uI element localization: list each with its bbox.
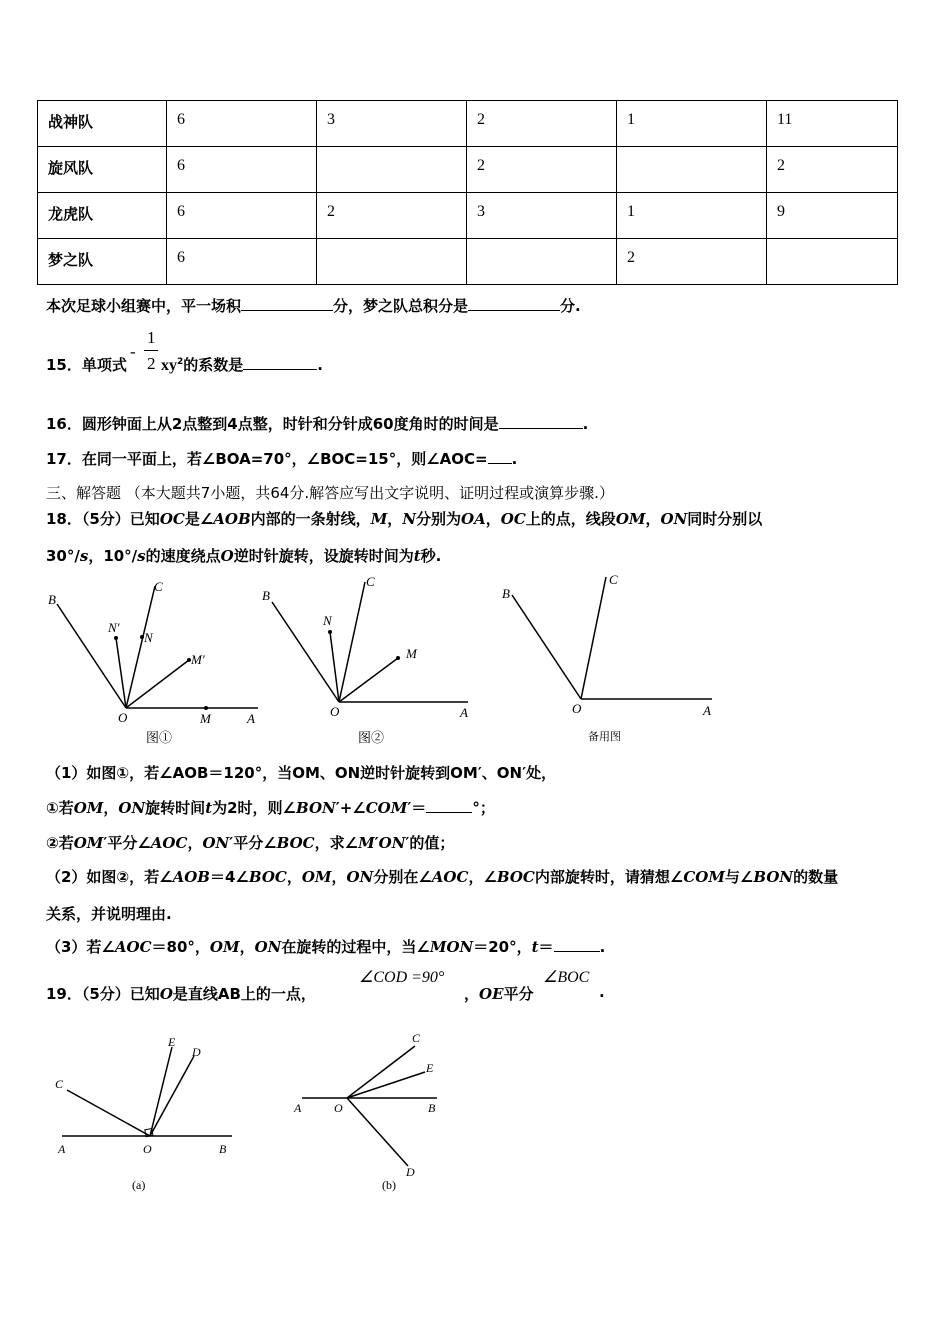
- label-e: E: [168, 1035, 176, 1049]
- q18-text: °；: [472, 799, 495, 817]
- q18-math: ON: [202, 834, 230, 852]
- q18-math: BOC: [276, 834, 315, 852]
- q19-text: 平分: [503, 985, 534, 1003]
- label-d: D: [406, 1165, 415, 1179]
- label-a: A: [460, 705, 468, 720]
- table-row: [38, 239, 898, 285]
- label-b: B: [48, 592, 56, 607]
- q18-text: 与∠: [724, 868, 754, 886]
- q18-math: COM: [365, 799, 408, 817]
- answer-blank[interactable]: [499, 414, 583, 429]
- table-cell: [317, 147, 467, 193]
- table-cell: [317, 239, 467, 285]
- fraction-denominator: 2: [147, 354, 156, 373]
- table-cell: 1: [617, 101, 767, 147]
- q18-math: ON: [118, 799, 146, 817]
- label-o: O: [572, 701, 582, 716]
- q18-math: AOC: [431, 868, 469, 886]
- team-name: 旋风队: [38, 147, 167, 193]
- q19-text: ，: [464, 985, 480, 1003]
- question-16: [46, 413, 588, 434]
- score-table: [37, 100, 898, 285]
- q18-text: （1）如图①，若∠AOB＝120°，当OM、ON逆时针旋转到OM′、ON′处，: [46, 764, 557, 782]
- q18-text: 关系，并说明理由.: [46, 905, 172, 923]
- answer-blank[interactable]: [426, 798, 472, 813]
- label-b: B: [502, 586, 510, 601]
- table-row: [38, 101, 898, 147]
- q18-math: s: [79, 547, 89, 565]
- q18-text: .: [599, 938, 606, 956]
- point-m: [396, 656, 400, 660]
- question-19-tail: [464, 983, 534, 1004]
- q15-end: .: [317, 356, 323, 374]
- q18-math: MON: [429, 938, 474, 956]
- answer-blank[interactable]: [243, 355, 317, 370]
- table-cell: 2: [467, 101, 617, 147]
- q18-math: OM: [301, 868, 332, 886]
- label-o: O: [143, 1142, 152, 1156]
- q18-math: AOC: [150, 834, 188, 852]
- ray-od: [347, 1098, 408, 1166]
- q18-text: 为2时，则∠: [212, 799, 297, 817]
- table-cell: 9: [767, 193, 898, 239]
- answer-blank[interactable]: [468, 296, 560, 311]
- q18-text: ，: [187, 834, 203, 852]
- q18-math: OM: [615, 510, 646, 528]
- table-cell: 3: [317, 101, 467, 147]
- q18-math: M: [358, 834, 375, 852]
- table-cell: 2: [617, 239, 767, 285]
- q15-exponent: 2: [177, 357, 184, 367]
- table-cell: 6: [167, 101, 317, 147]
- figure-caption: 图①: [146, 730, 173, 745]
- q18-text: 在旋转的过程中，当∠: [281, 938, 430, 956]
- label-b: B: [262, 588, 270, 603]
- q18-text: ，: [239, 938, 255, 956]
- q14-tail: [46, 295, 581, 316]
- q18-math: OM: [73, 834, 104, 852]
- q18-part3: [46, 936, 605, 957]
- label-e: E: [426, 1061, 434, 1075]
- question-18-line2: [46, 545, 441, 566]
- q18-math: OA: [461, 510, 486, 528]
- q18-math: ON: [660, 510, 688, 528]
- q18-text: ′平分∠: [229, 834, 277, 852]
- q19-formula-cod: ∠COD =90°: [359, 969, 445, 986]
- label-b: B: [428, 1101, 436, 1115]
- q18-text: ，: [103, 799, 119, 817]
- q18-part1a: [46, 797, 495, 818]
- ray-oc: [347, 1046, 415, 1098]
- label-o: O: [118, 710, 128, 725]
- table-cell: [617, 147, 767, 193]
- q18-text: 内部的一条射线，: [250, 510, 371, 528]
- q15-variable: xy: [161, 357, 177, 374]
- answer-blank[interactable]: [554, 937, 600, 952]
- label-m: M: [200, 711, 211, 726]
- q18-math: M: [370, 510, 388, 528]
- q18-text: （2）如图②，若∠: [46, 868, 173, 886]
- q18-text: ＝: [538, 938, 554, 956]
- q19-figures: [40, 1020, 480, 1200]
- q15-label: 15．单项式: [46, 356, 127, 374]
- table-cell: 1: [617, 193, 767, 239]
- ray-oc: [67, 1090, 150, 1136]
- q18-text: 18．（5分）已知: [46, 510, 160, 528]
- figure-caption: 图②: [358, 730, 385, 745]
- section-title: 三、解答题 （本大题共7小题，共64分.解答应写出文字说明、证明过程或演算步骤.）: [46, 484, 614, 502]
- answer-blank[interactable]: [488, 449, 512, 464]
- q19-math: O: [159, 985, 173, 1003]
- q18-part1b: [46, 832, 454, 853]
- q18-text: ＝20°，: [473, 938, 532, 956]
- figure-b: [293, 1031, 437, 1192]
- q18-math: OM: [73, 799, 104, 817]
- point-m: [204, 706, 208, 710]
- q18-math: s: [137, 547, 146, 565]
- q18-math: OC: [159, 510, 185, 528]
- question-18-line1: [46, 508, 762, 529]
- q18-text: 的数量: [793, 868, 839, 886]
- q18-text: ，求∠: [314, 834, 359, 852]
- q18-text: 内部旋转时，请猜想∠: [534, 868, 684, 886]
- ray-oe: [150, 1047, 172, 1136]
- q15-text: 的系数是: [183, 356, 244, 374]
- label-c: C: [55, 1077, 64, 1091]
- fraction-bar: [144, 350, 158, 351]
- q18-text: ，∠: [468, 868, 497, 886]
- q18-text: ′平分∠: [103, 834, 151, 852]
- q19-formula-boc: ∠BOC: [543, 969, 590, 986]
- label-d: D: [192, 1045, 201, 1059]
- q18-text: ，: [387, 510, 403, 528]
- q15-rest: [161, 354, 323, 375]
- q18-math: BOC: [248, 868, 287, 886]
- q14-text: 分，梦之队总积分是: [333, 297, 469, 315]
- figure-caption: 备用图: [588, 731, 621, 743]
- q17-text: 17．在同一平面上，若∠BOA=70°，∠BOC=15°，则∠AOC=: [46, 450, 488, 468]
- table-row: [38, 147, 898, 193]
- label-o: O: [334, 1101, 343, 1115]
- q18-math: t: [531, 938, 539, 956]
- q18-text: ＝4∠: [209, 868, 249, 886]
- q18-text: 秒.: [420, 547, 442, 565]
- q16-end: .: [582, 415, 589, 433]
- q16-text: 16．圆形钟面上从2点整到4点整，时针和分针成60度角时的时间是: [46, 415, 499, 433]
- label-m: M: [406, 646, 417, 661]
- q18-text: ①若: [46, 799, 74, 817]
- q18-math: BON: [296, 799, 336, 817]
- q18-math: AOC: [114, 938, 152, 956]
- q18-text: ′的值；: [405, 834, 455, 852]
- ray-oc: [581, 577, 606, 699]
- q18-math: OC: [500, 510, 526, 528]
- q18-text: 是∠: [184, 510, 214, 528]
- q18-math: ON: [254, 938, 282, 956]
- figure-a: [55, 1035, 232, 1192]
- figure-caption-b: (b): [382, 1178, 396, 1192]
- label-m-prime: M′: [191, 652, 205, 667]
- team-name: 龙虎队: [38, 193, 167, 239]
- label-n: N: [323, 613, 332, 628]
- q18-math: OM: [209, 938, 240, 956]
- question-19-end: [599, 983, 605, 1001]
- team-name: 战神队: [38, 101, 167, 147]
- label-o: O: [330, 704, 340, 719]
- team-name: 梦之队: [38, 239, 167, 285]
- q18-text: ′＝: [407, 799, 427, 817]
- label-c: C: [154, 579, 163, 594]
- q18-math: ON: [346, 868, 374, 886]
- figure-2: [262, 574, 468, 745]
- label-c: C: [366, 574, 375, 589]
- label-a: A: [703, 703, 711, 718]
- label-a: A: [247, 711, 255, 726]
- q18-text: ′+∠: [335, 799, 366, 817]
- q19-text: 19．（5分）已知: [46, 985, 160, 1003]
- question-17: [46, 448, 517, 469]
- q18-part2b: [46, 903, 172, 924]
- figure-1: [48, 579, 258, 745]
- question-15: [46, 354, 127, 375]
- segment-on-prime: [116, 638, 126, 708]
- table-cell: [467, 239, 617, 285]
- q19-text: 是直线AB上的一点，: [172, 985, 316, 1003]
- table-cell: 11: [767, 101, 898, 147]
- label-n-prime: N′: [108, 620, 120, 635]
- q18-text: （3）若∠: [46, 938, 115, 956]
- label-c: C: [609, 572, 618, 587]
- q18-math: O: [220, 547, 234, 565]
- q18-math: t: [205, 799, 213, 817]
- label-a: A: [294, 1101, 302, 1115]
- q18-text: ′: [374, 834, 379, 852]
- section-header: [46, 482, 614, 503]
- table-cell: 6: [167, 147, 317, 193]
- q18-text: 分别为: [416, 510, 462, 528]
- q18-text: ，: [286, 868, 302, 886]
- label-n: N: [144, 630, 153, 645]
- answer-blank[interactable]: [241, 296, 333, 311]
- label-c: C: [412, 1031, 421, 1045]
- table-row: [38, 193, 898, 239]
- table-cell: 6: [167, 239, 317, 285]
- point-n-prime: [114, 636, 118, 640]
- q18-math: t: [413, 547, 421, 565]
- fraction-numerator: 1: [147, 328, 156, 347]
- q18-text: 上的点，线段: [525, 510, 616, 528]
- q18-math: ON: [378, 834, 406, 852]
- q19-text: .: [599, 983, 605, 1001]
- question-19: [46, 983, 316, 1004]
- q18-math: BON: [753, 868, 794, 886]
- label-a: A: [58, 1142, 66, 1156]
- table-cell: 2: [767, 147, 898, 193]
- q14-text: 分.: [560, 297, 581, 315]
- ray-oc: [339, 582, 365, 702]
- q18-figures: [40, 570, 740, 750]
- q14-text: 本次足球小组赛中，平一场积: [46, 297, 242, 315]
- ray-ob: [512, 595, 581, 699]
- q18-text: ＝80°，: [151, 938, 210, 956]
- table-cell: 6: [167, 193, 317, 239]
- q18-math: COM: [683, 868, 725, 886]
- table-cell: 2: [317, 193, 467, 239]
- q18-text: 同时分别以: [687, 510, 763, 528]
- minus-sign: -: [130, 342, 136, 361]
- q18-math: AOB: [213, 510, 251, 528]
- q18-math: AOB: [172, 868, 210, 886]
- q18-math: BOC: [496, 868, 535, 886]
- q19-math: OE: [479, 985, 504, 1003]
- table-cell: [767, 239, 898, 285]
- q18-text: 分别在∠: [373, 868, 432, 886]
- point-n: [328, 630, 332, 634]
- q18-text: 旋转时间: [145, 799, 206, 817]
- table-cell: 2: [467, 147, 617, 193]
- label-b: B: [219, 1142, 227, 1156]
- q18-text: 30°/: [46, 547, 80, 565]
- figure-caption-a: (a): [132, 1178, 146, 1192]
- q18-math: N: [402, 510, 417, 528]
- q18-text: ，: [485, 510, 501, 528]
- q17-end: .: [511, 450, 518, 468]
- figure-3: [502, 572, 712, 743]
- q18-text: ，: [331, 868, 347, 886]
- q18-part2: [46, 866, 838, 887]
- q18-part1: [46, 762, 556, 783]
- q18-text: ②若: [46, 834, 74, 852]
- ray-od: [150, 1056, 194, 1136]
- q18-text: ，: [645, 510, 661, 528]
- q18-text: 的速度绕点: [145, 547, 221, 565]
- ray-oe: [347, 1072, 425, 1098]
- table-cell: 3: [467, 193, 617, 239]
- q18-text: 逆时针旋转，设旋转时间为: [233, 547, 414, 565]
- q18-text: ，10°/: [88, 547, 138, 565]
